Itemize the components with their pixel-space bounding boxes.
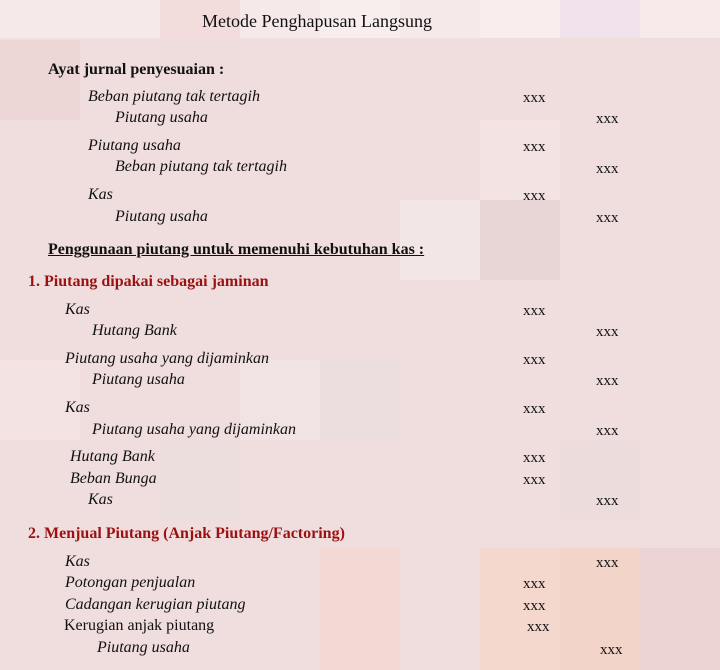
- section-1-title: 1. Piutang dipakai sebagai jaminan: [28, 273, 269, 290]
- section-2-line-4-value: xxx: [527, 619, 550, 635]
- adjusting-entry-1-debit: Beban piutang tak tertagih: [88, 88, 260, 105]
- section-1-entry-3-debit-value: xxx: [523, 401, 546, 417]
- section-2-line-5-value: xxx: [600, 642, 623, 658]
- section-2-line-3-value: xxx: [523, 598, 546, 614]
- adjusting-entry-2-debit: Piutang usaha: [88, 137, 181, 154]
- section-1-entry-1-debit-value: xxx: [523, 303, 546, 319]
- section-1-entry-2-credit-value: xxx: [596, 373, 619, 389]
- adjusting-entry-1-credit-value: xxx: [596, 111, 619, 127]
- adjusting-heading: Ayat jurnal penyesuaian :: [48, 61, 225, 78]
- adjusting-entry-2-credit-value: xxx: [596, 161, 619, 177]
- adjusting-entry-1-credit: Piutang usaha: [115, 109, 208, 126]
- section-1-entry-1-credit-value: xxx: [596, 324, 619, 340]
- section-1-entry-1-credit: Hutang Bank: [92, 322, 177, 339]
- section-1-entry-2-debit: Piutang usaha yang dijaminkan: [65, 350, 269, 367]
- adjusting-entry-2-credit: Beban piutang tak tertagih: [115, 158, 287, 175]
- section-1-entry-3-credit: Piutang usaha yang dijaminkan: [92, 421, 296, 438]
- section-2-line-3-label: Cadangan kerugian piutang: [65, 596, 246, 613]
- section-2-line-2-label: Potongan penjualan: [65, 574, 196, 591]
- adjusting-entry-3-debit-value: xxx: [523, 188, 546, 204]
- usage-heading: Penggunaan piutang untuk memenuhi kebutuhan kas :: [48, 241, 425, 258]
- section-1-entry-2-debit-value: xxx: [523, 352, 546, 368]
- section-1-entry-4-debit-1: Hutang Bank: [70, 448, 155, 465]
- section-2-line-1-value: xxx: [596, 555, 619, 571]
- page-title: Metode Penghapusan Langsung: [202, 11, 432, 31]
- section-2-line-2-value: xxx: [523, 576, 546, 592]
- section-1-entry-2-credit: Piutang usaha: [92, 371, 185, 388]
- adjusting-entry-3-credit-value: xxx: [596, 210, 619, 226]
- section-2-title: 2. Menjual Piutang (Anjak Piutang/Factoring): [28, 525, 345, 542]
- section-1-entry-3-debit: Kas: [65, 399, 90, 416]
- adjusting-entry-3-credit: Piutang usaha: [115, 208, 208, 225]
- section-1-entry-1-debit: Kas: [65, 301, 90, 318]
- section-1-entry-3-credit-value: xxx: [596, 423, 619, 439]
- section-1-entry-4-debit-2-value: xxx: [523, 472, 546, 488]
- section-2-line-4-label: Kerugian anjak piutang: [64, 617, 215, 634]
- section-1-entry-4-credit-value: xxx: [596, 493, 619, 509]
- section-1-entry-4-credit: Kas: [88, 491, 113, 508]
- section-2-line-1-label: Kas: [65, 553, 90, 570]
- section-1-entry-4-debit-1-value: xxx: [523, 450, 546, 466]
- adjusting-entry-1-debit-value: xxx: [523, 90, 546, 106]
- section-2-line-5-label: Piutang usaha: [97, 639, 190, 656]
- adjusting-entry-3-debit: Kas: [88, 186, 113, 203]
- section-1-entry-4-debit-2: Beban Bunga: [70, 470, 157, 487]
- adjusting-entry-2-debit-value: xxx: [523, 139, 546, 155]
